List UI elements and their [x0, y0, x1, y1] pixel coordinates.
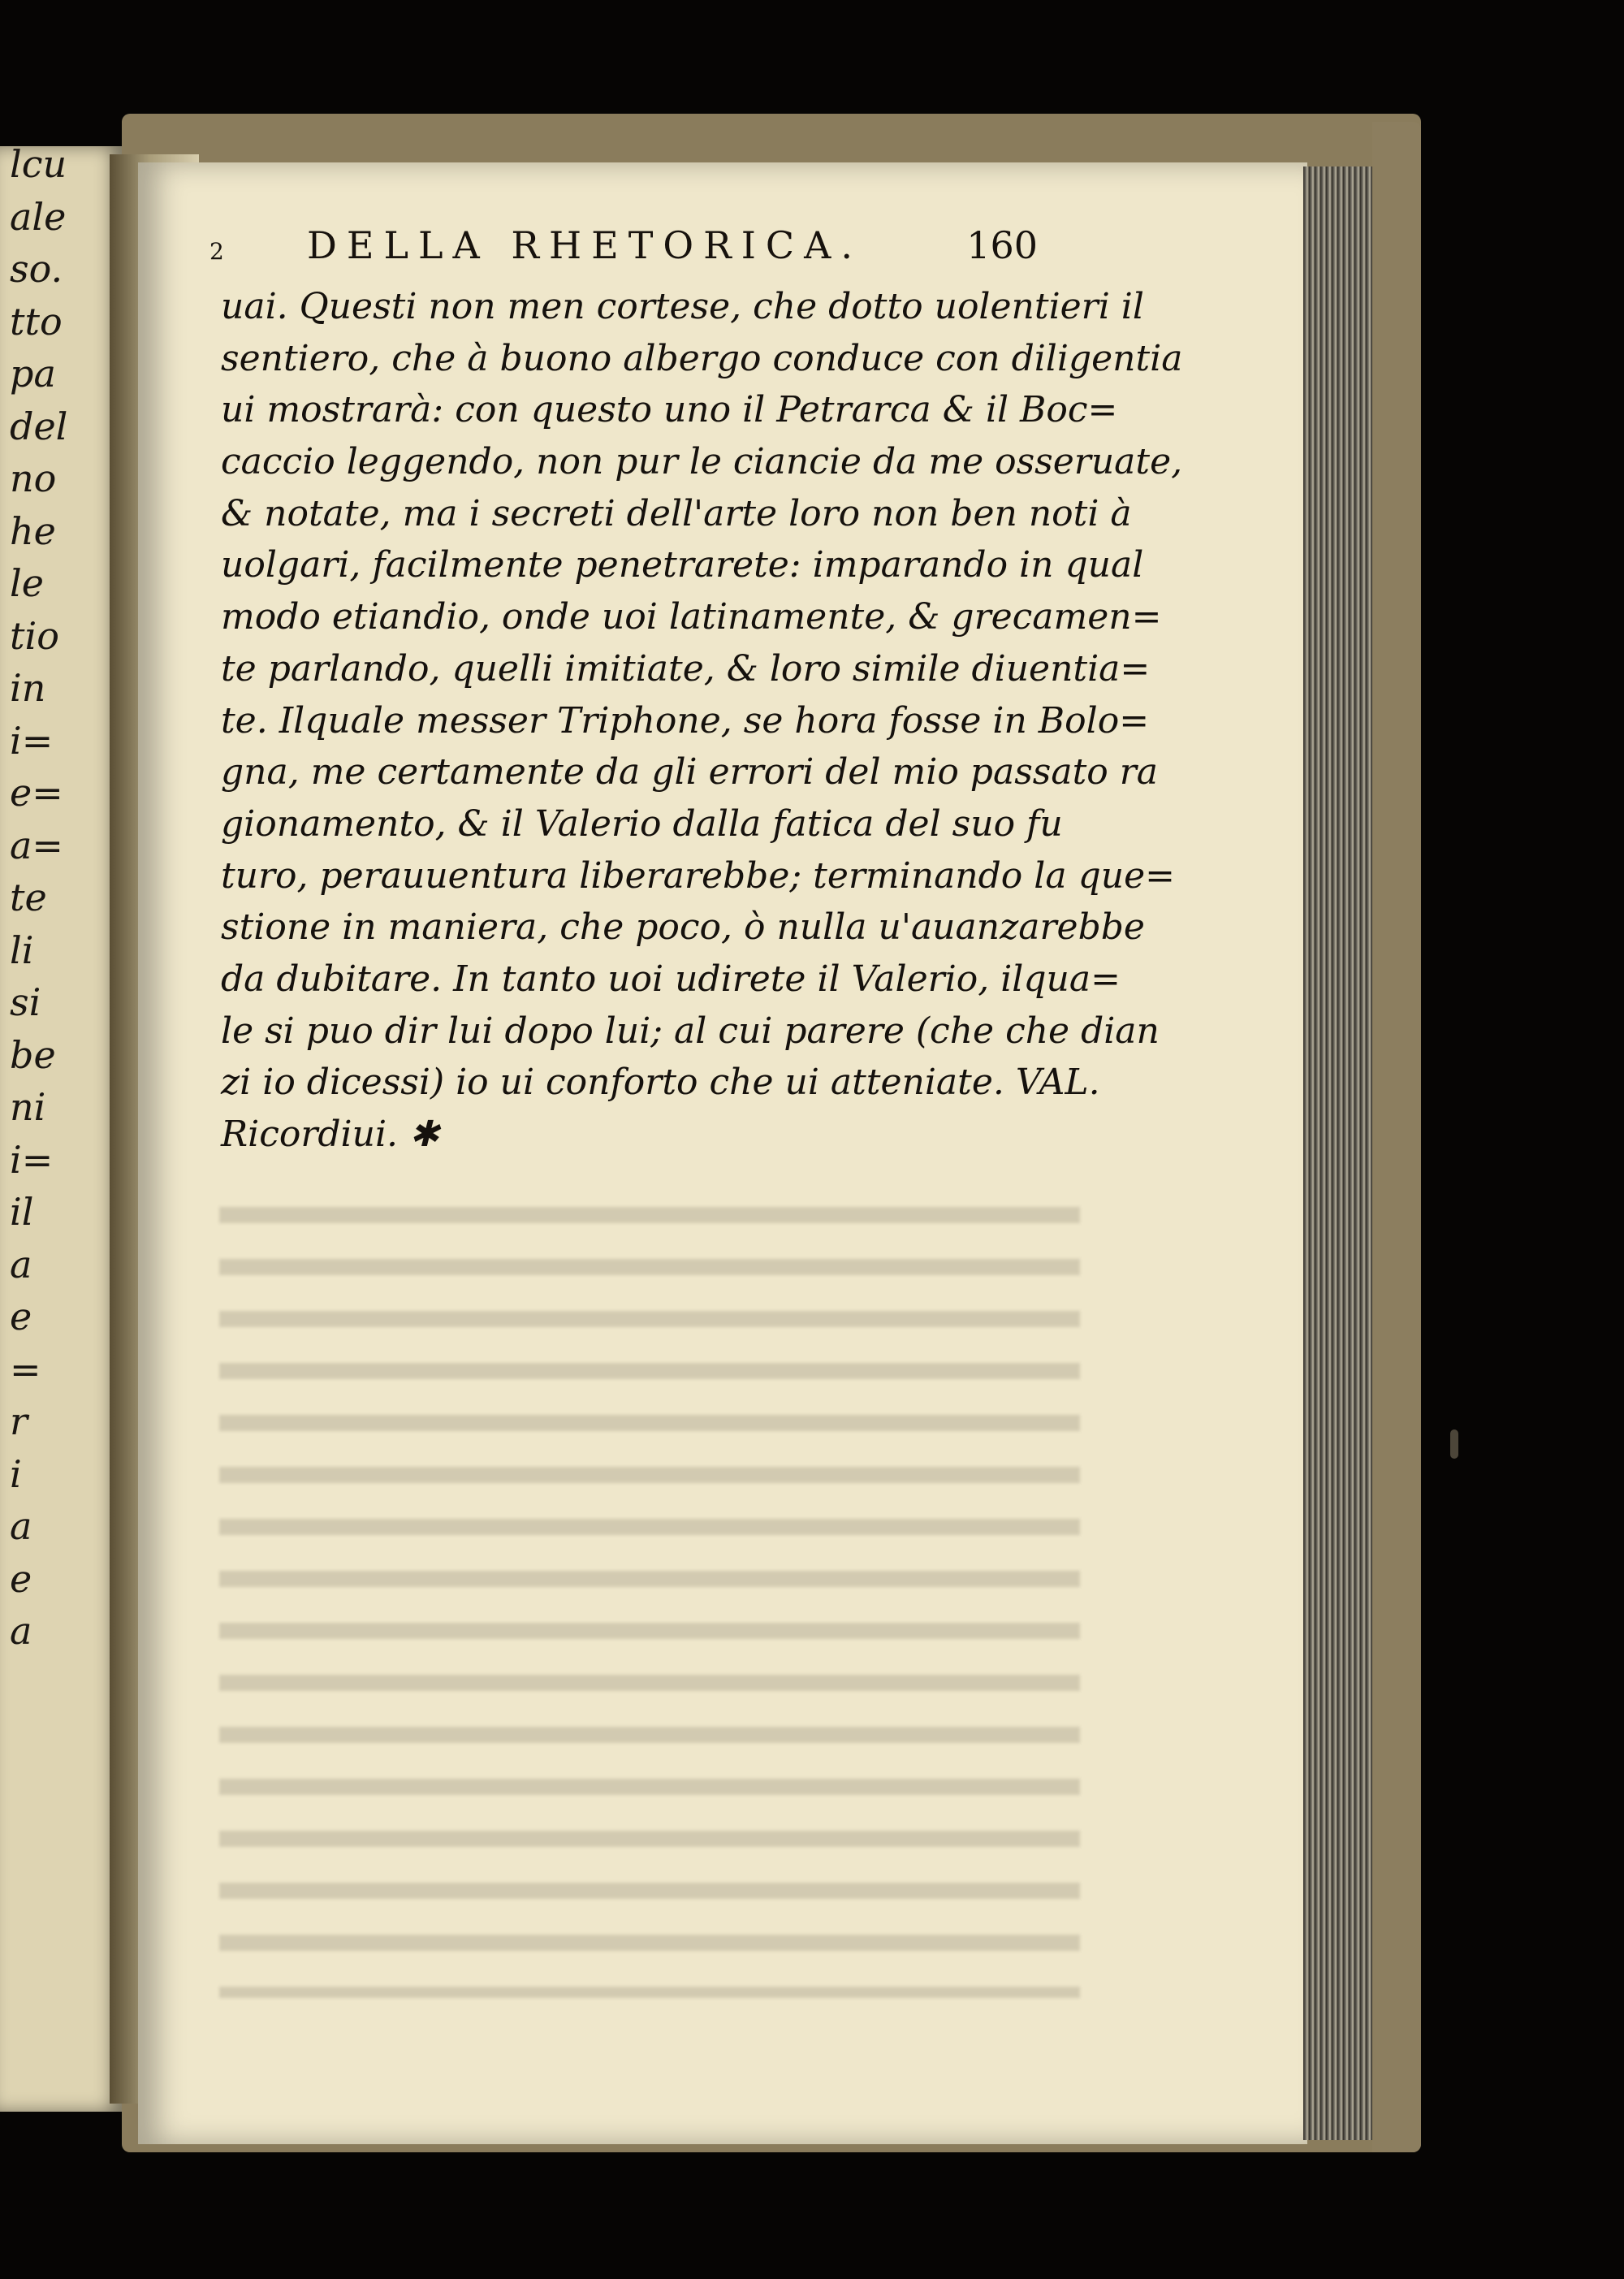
- text-line: da dubitare. In tanto uoi udirete il Valerio, ilqua=: [221, 958, 1121, 1000]
- left-fragment-line: e: [10, 1295, 32, 1338]
- page-edges: [1303, 166, 1372, 2140]
- left-fragment-line: e=: [10, 771, 63, 815]
- left-fragment-line: le: [10, 561, 44, 605]
- left-fragment-line: i=: [10, 1137, 54, 1182]
- text-line: sentiero, che à buono albergo conduce con diligentia: [221, 337, 1183, 379]
- left-fragment-line: be: [10, 1032, 56, 1077]
- left-fragment-line: a: [10, 1609, 32, 1653]
- left-fragment-line: i=: [10, 718, 54, 763]
- body-text: [221, 281, 1183, 1161]
- left-fragment-line: he: [10, 508, 56, 553]
- text-line: Ricordiui. ✱: [221, 1114, 439, 1155]
- left-fragment-line: so.: [10, 247, 63, 291]
- text-line: te parlando, quelli imitiate, & loro simile diuentia=: [221, 647, 1151, 690]
- left-fragment-line: a: [10, 1242, 32, 1287]
- left-fragment-line: i: [10, 1451, 22, 1496]
- text-line: caccio leggendo, non pur le ciancie da me osseruate,: [221, 441, 1183, 483]
- text-line: uai. Questi non men cortese, che dotto uolentieri il: [221, 286, 1144, 327]
- text-line: modo etiandio, onde uoi latinamente, & grecamen=: [221, 596, 1162, 638]
- text-line: uolgari, facilmente penetrarete: imparando in qual: [221, 544, 1144, 586]
- left-fragment-line: a=: [10, 823, 63, 867]
- left-fragment-line: te: [10, 876, 47, 919]
- page-number: 160: [966, 223, 1038, 267]
- left-fragment-line: pa: [10, 352, 56, 396]
- left-page-text-fragments: [0, 138, 122, 1658]
- text-line: & notate, ma i secreti dell'arte loro non ben noti à: [221, 492, 1132, 534]
- left-fragment-line: ale: [10, 194, 67, 239]
- left-fragment-line: si: [10, 980, 41, 1024]
- cover-mark: [1450, 1429, 1458, 1459]
- left-fragment-line: tto: [10, 299, 63, 344]
- left-fragment-line: tio: [10, 613, 59, 658]
- left-fragment-line: del: [10, 404, 68, 448]
- back-cover-edge: [1372, 122, 1421, 2152]
- left-fragment-line: li: [10, 928, 34, 972]
- left-fragment-line: ni: [10, 1085, 46, 1129]
- text-line: turo, perauuentura liberarebbe; terminando la que=: [221, 854, 1175, 897]
- text-line: stione in maniera, che poco, ò nulla u'auanzarebbe: [221, 906, 1145, 949]
- running-title: DELLA RHETORICA.: [307, 223, 862, 267]
- left-fragment-line: il: [10, 1190, 34, 1234]
- text-line: gna, me certamente da gli errori del mio passato ra: [221, 751, 1159, 794]
- left-fragment-line: e: [10, 1556, 32, 1601]
- left-fragment-line: a: [10, 1504, 32, 1548]
- show-through-text: [219, 1186, 1080, 1998]
- left-fragment-line: r: [10, 1399, 28, 1443]
- text-line: ui mostrarà: con questo uno il Petrarca & il Boc=: [221, 389, 1118, 431]
- text-line: zi io dicessi) io ui conforto che ui atteniate. VAL.: [221, 1062, 1100, 1104]
- signature-mark: 2: [209, 238, 224, 265]
- text-line: gionamento, & il Valerio dalla fatica del suo fu: [221, 802, 1063, 845]
- left-fragment-line: no: [10, 456, 57, 500]
- left-fragment-line: =: [10, 1347, 41, 1391]
- left-fragment-line: in: [10, 666, 46, 710]
- running-head: [209, 223, 1054, 280]
- left-fragment-line: lcu: [10, 142, 67, 186]
- text-line: le si puo dir lui dopo lui; al cui parere (che che dian: [221, 1010, 1160, 1052]
- text-line: te. Ilquale messer Triphone, se hora fosse in Bolo=: [221, 699, 1150, 742]
